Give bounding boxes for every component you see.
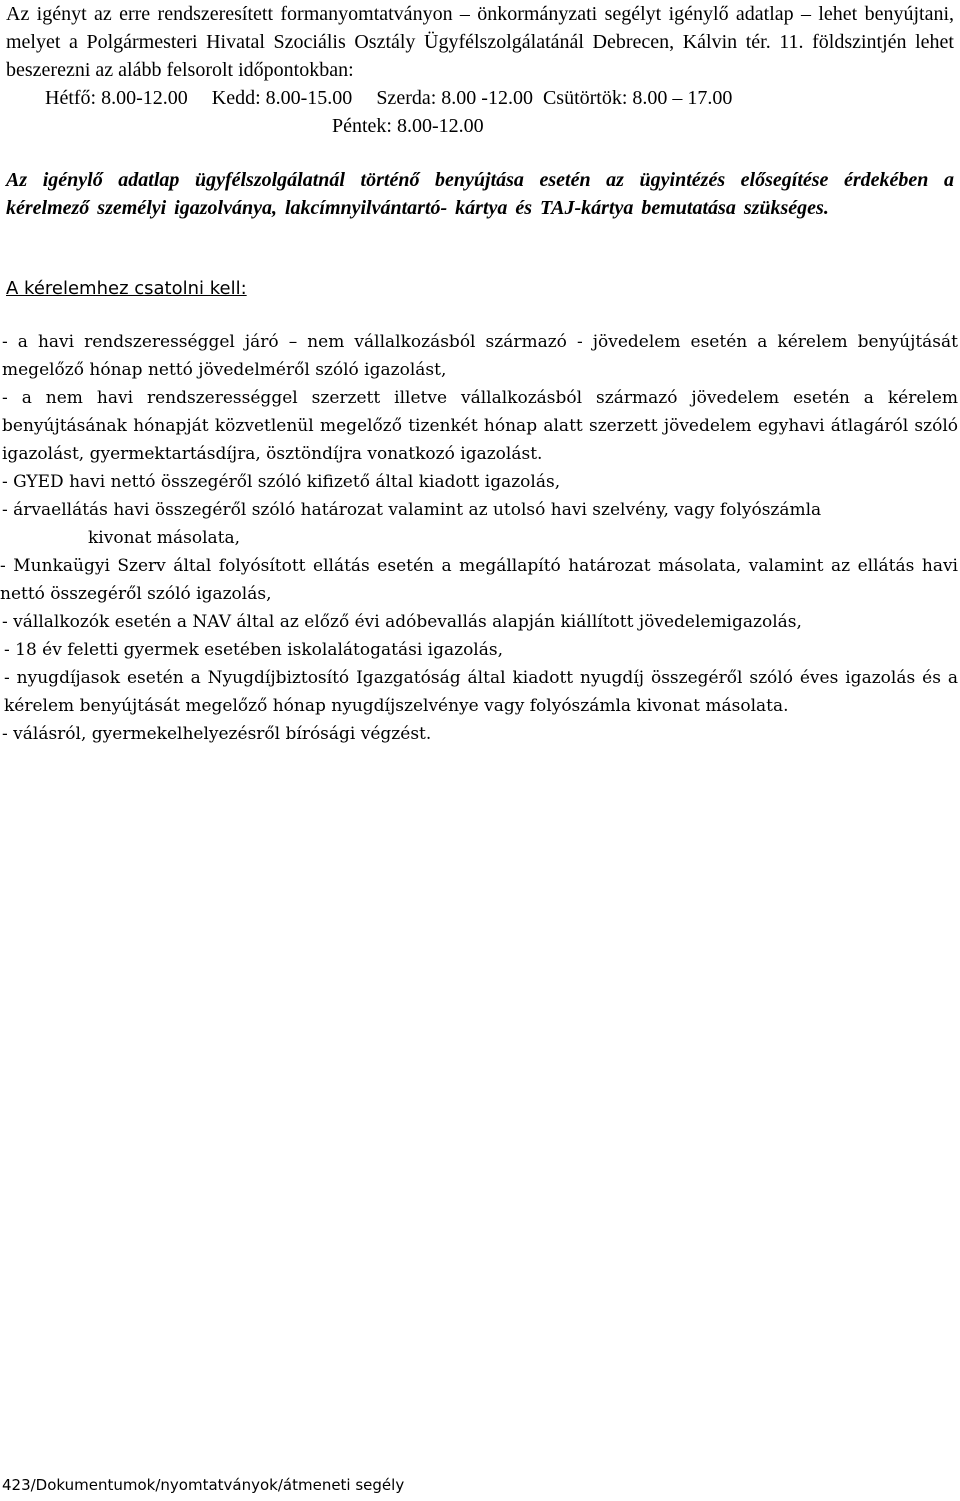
document-path-footer: 423/Dokumentumok/nyomtatványok/átmeneti segély xyxy=(2,1476,405,1494)
list-item: - vállalkozók esetén a NAV által az előző évi adóbevallás alapján kiállított jövedelemigazolás, xyxy=(2,612,802,632)
list-item xyxy=(0,496,958,552)
list-item: - Munkaügyi Szerv által folyósított ellátás esetén a megállapító határozat másolata, valamint az ellátás havi nettó összegéről szóló igazolás, xyxy=(0,556,958,604)
list-item: - a havi rendszerességgel járó – nem vállalkozásból származó - jövedelem esetén a kérelem benyújtását megelőző hónap nettó jövedelméről szóló igazolást, xyxy=(2,332,958,380)
list-item: - GYED havi nettó összegéről szóló kifizető által kiadott igazolás, xyxy=(2,472,561,492)
opening-hours xyxy=(45,84,945,112)
intro-paragraph: Az igényt az erre rendszeresített formanyomtatványon – önkormányzati segélyt igénylő adatlap – lehet benyújtani, melyet a Polgármesteri Hivatal Szociális Osztály Ügyfélszolgálatánál Debrecen, Kálvin tér. 11. földszintjén lehet beszerezni az alább felsorolt időpontokban: xyxy=(6,3,954,81)
hours-monday: Hétfő: 8.00-12.00 xyxy=(45,87,188,109)
hours-tuesday: Kedd: 8.00-15.00 xyxy=(211,87,353,109)
list-item: - válásról, gyermekelhelyezésről bírósági végzést. xyxy=(2,724,432,744)
list-item: - a nem havi rendszerességgel szerzett illetve vállalkozásból származó jövedelem esetén a kérelem benyújtásának hónapját közvetlenül megelőző tizenkét hónap alatt szerzett jövedelem egyhavi átlagáról szóló igazolást, gyermektartásdíjra, ösztöndíjra vonatkozó igazolást. xyxy=(2,388,958,464)
list-item: - nyugdíjasok esetén a Nyugdíjbiztosító Igazgatóság által kiadott nyugdíj összegéről szóló éves igazolás és a kérelem benyújtását megelőző hónap nyugdíjszelvénye vagy folyószámla kivonat másolata. xyxy=(4,668,958,716)
opening-hours-friday xyxy=(332,112,484,140)
list-item-text: - árvaellátás havi összegéről szóló határozat valamint az utolsó havi szelvény, vagy folyószámla xyxy=(2,500,822,520)
hours-thursday: Csütörtök: 8.00 – 17.00 xyxy=(542,87,733,109)
hours-wednesday: Szerda: 8.00 -12.00 xyxy=(376,87,533,109)
attachments-heading: A kérelemhez csatolni kell: xyxy=(6,278,247,299)
id-documents-notice: Az igénylő adatlap ügyfélszolgálatnál történő benyújtása esetén az ügyintézés elősegítése érdekében a kérelmező személyi igazolványa, lakcímnyilvántartó- kártya és TAJ-kártya bemutatása szükséges. xyxy=(6,169,954,219)
hours-friday: Péntek: 8.00-12.00 xyxy=(332,115,484,137)
list-item-continuation: kivonat másolata, xyxy=(88,528,241,548)
list-item: - 18 év feletti gyermek esetében iskolalátogatási igazolás, xyxy=(4,640,504,660)
attachments-list xyxy=(0,328,958,748)
